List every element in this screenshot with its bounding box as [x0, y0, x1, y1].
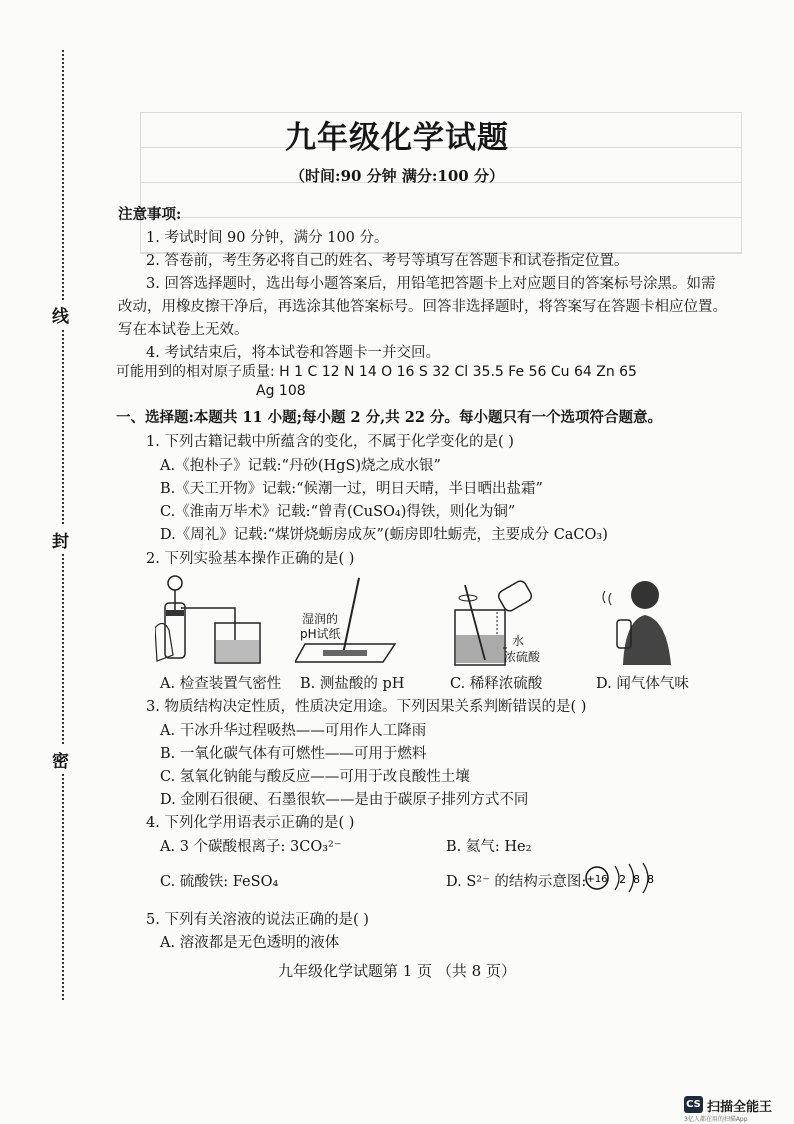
note-item-4: 4. 考试结束后，将本试卷和答题卡一并交回。	[146, 345, 440, 361]
page-subtitle: （时间:90 分钟 满分:100 分）	[290, 167, 504, 185]
q3-option-a: A. 干冰升华过程吸热——可用作人工降雨	[160, 723, 427, 739]
q1-option-b: B.《天工开物》记载:“候潮一过，明日天晴，半日晒出盐霜”	[160, 481, 543, 497]
binding-char-xian: 线	[52, 300, 69, 329]
shell-1-electrons: 2	[619, 873, 626, 886]
q4-option-c: C. 硫酸铁: FeSO₄	[160, 874, 279, 890]
camscanner-brand: 扫描全能王	[707, 1100, 773, 1115]
note-item-3-cont2: 写在本试卷上无效。	[118, 322, 249, 338]
label-ph-paper-2: pH试纸	[300, 627, 341, 641]
q1-stem: 1. 下列古籍记载中所蕴含的变化，不属于化学变化的是( )	[146, 434, 514, 450]
label-ph-paper-1: 湿润的	[302, 612, 339, 626]
q1-option-a: A.《抱朴子》记载:“丹砂(HgS)烧之成水银”	[160, 458, 441, 474]
note-item-2: 2. 答卷前，考生务必将自己的姓名、考号等填写在答题卡和试卷指定位置。	[146, 253, 629, 269]
section1-heading: 一、选择题:本题共 11 小题;每小题 2 分,共 22 分。每小题只有一个选项符合题意。	[116, 409, 662, 426]
q5-stem: 5. 下列有关溶液的说法正确的是( )	[146, 912, 369, 928]
q1-option-c: C.《淮南万毕术》记载:“曾青(CuSO₄)得铁，则化为铜”	[160, 504, 516, 520]
page-title: 九年级化学试题	[285, 120, 509, 156]
binding-char-feng: 封	[52, 525, 69, 554]
q4-option-d: D. S²⁻ 的结构示意图:	[446, 874, 587, 890]
atom-structure-diagram	[582, 862, 662, 894]
binding-char-mi: 密	[52, 745, 69, 774]
q4-stem: 4. 下列化学用语表示正确的是( )	[146, 815, 355, 831]
atomic-masses: 可能用到的相对原子质量: H 1 C 12 N 14 O 16 S 32 Cl 35.5 Fe 56 Cu 64 Zn 65	[116, 364, 637, 380]
label-water: 水	[512, 634, 525, 648]
q3-option-d: D. 金刚石很硬、石墨很软——是由于碳原子排列方式不同	[160, 792, 529, 808]
camscanner-badge: CS	[684, 1096, 703, 1113]
nucleus-charge: +16	[586, 874, 608, 885]
figure-airtightness	[155, 568, 275, 668]
q2-option-d: D. 闻气体气味	[596, 676, 689, 692]
shell-2-electrons: 8	[633, 873, 640, 886]
note-item-3: 3. 回答选择题时，选出每小题答案后，用铅笔把答题卡上对应题目的答案标号涂黑。如需	[146, 276, 716, 292]
camscanner-slogan: 3亿人都在用的扫描App	[684, 1116, 748, 1123]
page-footer: 九年级化学试题第 1 页 （共 8 页）	[278, 962, 516, 980]
q1-option-d: D.《周礼》记载:“煤饼烧蛎房成灰”(蛎房即牡蛎壳，主要成分 CaCO₃)	[160, 527, 608, 543]
note-item-1: 1. 考试时间 90 分钟，满分 100 分。	[146, 230, 389, 246]
figure-smell-gas	[595, 575, 685, 670]
shell-3-electrons: 8	[647, 873, 654, 886]
q2-option-c: C. 稀释浓硫酸	[450, 676, 543, 692]
q3-option-b: B. 一氧化碳气体有可燃性——可用于燃料	[160, 746, 427, 762]
q4-option-b: B. 氦气: He₂	[446, 839, 532, 855]
q2-stem: 2. 下列实验基本操作正确的是( )	[146, 551, 355, 567]
notes-heading: 注意事项:	[118, 206, 182, 223]
q3-option-c: C. 氢氧化钠能与酸反应——可用于改良酸性土壤	[160, 769, 470, 785]
q5-option-a: A. 溶液都是无色透明的液体	[160, 935, 340, 951]
atomic-masses-ag: Ag 108	[256, 383, 306, 399]
q4-option-a: A. 3 个碳酸根离子: 3CO₃²⁻	[160, 839, 342, 855]
q3-stem: 3. 物质结构决定性质，性质决定用途。下列因果关系判断错误的是( )	[146, 699, 587, 715]
label-conc-acid: 浓硫酸	[504, 650, 541, 664]
note-item-3-cont: 改动，用橡皮擦干净后，再选涂其他答案标号。回答非选择题时，将答案写在答题卡相应位置。	[118, 299, 727, 315]
q2-option-a: A. 检查装置气密性	[160, 676, 282, 692]
q2-option-b: B. 测盐酸的 pH	[300, 676, 405, 692]
